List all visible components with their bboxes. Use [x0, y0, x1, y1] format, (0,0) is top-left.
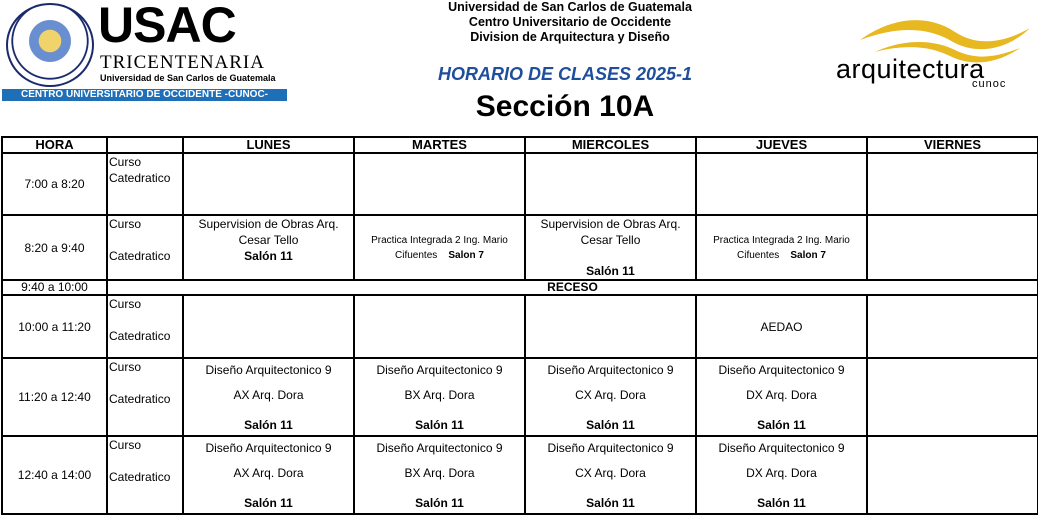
- cell-martes: [354, 358, 525, 436]
- cell-viernes: [867, 153, 1038, 215]
- course-name: Diseño Arquitectonico 9: [718, 362, 845, 377]
- cell-lunes: [183, 358, 354, 436]
- recess-row: [2, 280, 1038, 295]
- time-cell: 12:40 a 14:00: [2, 436, 107, 514]
- label-curso: Curso: [109, 155, 142, 169]
- course-name: Diseño Arquitectonico 9: [547, 362, 674, 377]
- cell-viernes: [867, 215, 1038, 280]
- room-label: Salón 11: [415, 495, 464, 510]
- header-blank: [107, 137, 183, 153]
- professor-name: BX Arq. Dora: [404, 387, 475, 402]
- cell-viernes: [867, 295, 1038, 358]
- course-name: Diseño Arquitectonico 9: [547, 440, 674, 455]
- institution-heading: [380, 0, 760, 45]
- row-label: [107, 215, 183, 280]
- time-cell: 7:00 a 8:20: [2, 153, 107, 215]
- table-row: [2, 215, 1038, 280]
- arquitectura-cunoc-text: cunoc: [972, 78, 1007, 90]
- time-cell: 11:20 a 12:40: [2, 358, 107, 436]
- tricentenaria-text: TRICENTENARIA: [100, 52, 265, 73]
- course-name: Practica Integrada 2 Ing. Mario: [371, 234, 508, 246]
- table-row: [2, 358, 1038, 436]
- professor-name: AX Arq. Dora: [233, 465, 304, 480]
- header-lunes: LUNES: [183, 137, 354, 153]
- usac-logo-text: USAC: [98, 0, 236, 53]
- professor-name: DX Arq. Dora: [746, 387, 817, 402]
- professor-name: AX Arq. Dora: [233, 387, 304, 402]
- cell-miercoles: [525, 358, 696, 436]
- course-name: Supervision de Obras Arq.: [540, 217, 681, 231]
- professor-name: BX Arq. Dora: [404, 465, 475, 480]
- professor-name: Cifuentes: [395, 249, 438, 261]
- header-viernes: VIERNES: [867, 137, 1038, 153]
- professor-name: Cifuentes: [737, 249, 780, 261]
- time-cell: 10:00 a 11:20: [2, 295, 107, 358]
- header-miercoles: MIERCOLES: [525, 137, 696, 153]
- room-label: Salón 11: [586, 495, 635, 510]
- course-name: Diseño Arquitectonico 9: [205, 440, 332, 455]
- label-catedratico: Catedratico: [109, 171, 171, 185]
- cell-lunes: [183, 436, 354, 514]
- professor-name: DX Arq. Dora: [746, 465, 817, 480]
- room-label: Salón 11: [244, 249, 293, 263]
- course-name: Diseño Arquitectonico 9: [376, 440, 503, 455]
- row-label: [107, 153, 183, 215]
- schedule-title: HORARIO DE CLASES 2025-1: [437, 64, 693, 84]
- course-name: AEDAO: [760, 319, 803, 334]
- cell-lunes: [183, 215, 354, 280]
- label-curso: Curso: [109, 360, 142, 374]
- table-row: [2, 295, 1038, 358]
- room-label: Salón 11: [244, 495, 293, 510]
- usac-subtitle: Universidad de San Carlos de Guatemala: [100, 73, 276, 83]
- professor-name: CX Arq. Dora: [575, 465, 646, 480]
- row-label: [107, 436, 183, 514]
- professor-name: Cesar Tello: [580, 233, 641, 247]
- cell-martes: [354, 215, 525, 280]
- cell-lunes: [183, 295, 354, 358]
- cell-jueves: [696, 153, 867, 215]
- room-label: Salon 7: [448, 249, 484, 261]
- course-name: Supervision de Obras Arq.: [198, 217, 339, 231]
- inst-line-2: Centro Universitario de Occidente: [468, 15, 672, 29]
- header-martes: MARTES: [354, 137, 525, 153]
- professor-room-line: [697, 248, 866, 263]
- arquitectura-logo-text: arquitectura: [836, 54, 985, 84]
- cell-viernes: [867, 436, 1038, 514]
- cunoc-banner: CENTRO UNIVERSITARIO DE OCCIDENTE -CUNOC-: [2, 89, 287, 101]
- room-label: Salón 11: [244, 417, 293, 432]
- cell-jueves: [696, 295, 867, 358]
- cell-viernes: [867, 358, 1038, 436]
- cell-martes: [354, 153, 525, 215]
- table-row: [2, 153, 1038, 215]
- professor-room-line: [355, 248, 524, 263]
- course-name: Diseño Arquitectonico 9: [718, 440, 845, 455]
- section-title: Sección 10A: [475, 90, 655, 123]
- label-curso: Curso: [109, 217, 142, 231]
- recess-label: RECESO: [107, 280, 1038, 295]
- cell-jueves: [696, 358, 867, 436]
- room-label: Salon 7: [790, 249, 826, 261]
- room-label: Salón 11: [586, 264, 635, 278]
- usac-seal-logo: [6, 3, 94, 87]
- professor-name: Cesar Tello: [238, 233, 299, 247]
- room-label: Salón 11: [757, 495, 806, 510]
- row-label: [107, 295, 183, 358]
- label-catedratico: Catedratico: [109, 249, 171, 263]
- inst-line-3: Division de Arquitectura y Diseño: [470, 30, 670, 44]
- room-label: Salón 11: [586, 417, 635, 432]
- header-jueves: JUEVES: [696, 137, 867, 153]
- time-cell: 8:20 a 9:40: [2, 215, 107, 280]
- course-name: Practica Integrada 2 Ing. Mario: [713, 234, 850, 246]
- cell-miercoles: [525, 436, 696, 514]
- label-catedratico: Catedratico: [109, 470, 171, 484]
- course-name: Diseño Arquitectonico 9: [205, 362, 332, 377]
- table-header-row: [2, 137, 1038, 153]
- cell-miercoles: [525, 153, 696, 215]
- label-curso: Curso: [109, 297, 142, 311]
- label-catedratico: Catedratico: [109, 392, 171, 406]
- cell-martes: [354, 436, 525, 514]
- cell-miercoles: [525, 295, 696, 358]
- cell-lunes: [183, 153, 354, 215]
- schedule-table: [1, 136, 1038, 515]
- label-curso: Curso: [109, 438, 142, 452]
- time-cell: 9:40 a 10:00: [2, 280, 107, 295]
- inst-line-1: Universidad de San Carlos de Guatemala: [448, 0, 692, 14]
- cell-jueves: [696, 215, 867, 280]
- professor-name: CX Arq. Dora: [575, 387, 646, 402]
- room-label: Salón 11: [757, 417, 806, 432]
- label-catedratico: Catedratico: [109, 329, 171, 343]
- header-hora: HORA: [2, 137, 107, 153]
- cell-miercoles: [525, 215, 696, 280]
- course-name: Diseño Arquitectonico 9: [376, 362, 503, 377]
- table-row: [2, 436, 1038, 514]
- row-label: [107, 358, 183, 436]
- room-label: Salón 11: [415, 417, 464, 432]
- cell-martes: [354, 295, 525, 358]
- cell-jueves: [696, 436, 867, 514]
